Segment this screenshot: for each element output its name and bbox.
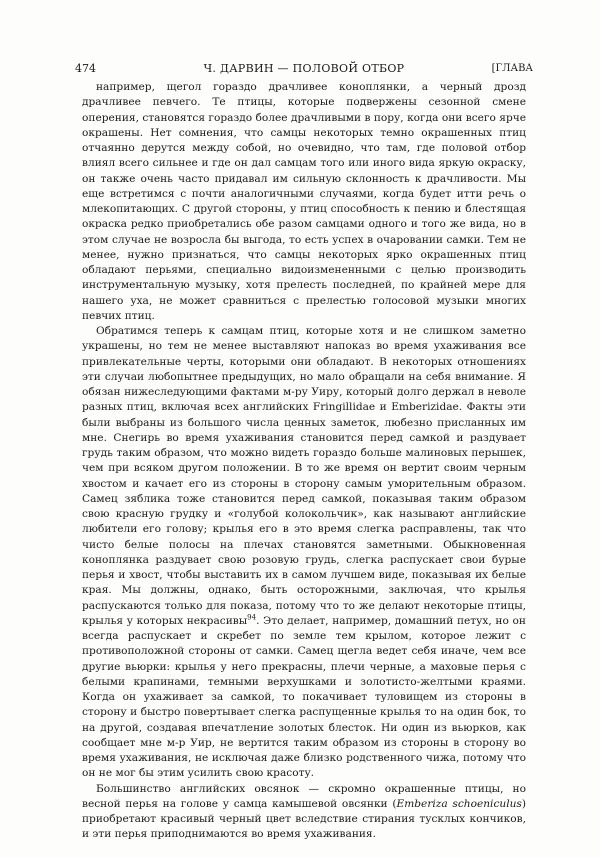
- text-run: . Это делает, например, домашний петух, но он всегда распускает и скребет по земле тем крылом, которое лежит с противоположной стороны от самки. Самец щегла ведет себя иначе, чем все другие вьюрки: крылья у него прекрасны, плечи черные, а маховые перья с белыми крапинами, темными верхушками и золотисто-желтыми краями. Когда он ухаживает за самкой, то покачивает туловищем из стороны в сторону и быстро повертывает слегка распущенные крылья то на один бок, то на другой, создавая впечатление золотых блесток. Ни один из вьюрков, как сообщает мне м-р Уир, не вертится таким образом из стороны в сторону во время ухаживания, не исключая даже близко родственного чижа, потому что он не мог бы этим усилить свою красоту.: [82, 614, 526, 780]
- paragraph: [82, 782, 526, 843]
- chapter-label: [ГЛАВА: [491, 63, 533, 74]
- running-title: Ч. ДАРВИН — ПОЛОВОЙ ОТБОР: [203, 62, 405, 75]
- text-run: Обратимся теперь к самцам птиц, которые хотя и не слишком заметно украшены, но тем не менее выставляют напоказ во время ухаживания все привлекательные черты, которыми они обладают. В некоторых отношениях эти случаи любопытнее предыдущих, но мало обращали на себя внимание. Я обязан нижеследующими фактами м-ру Уиру, который долго держал в неволе разных птиц, включая всех английских Fringillidae и Emberizidae. Факты эти были выбраны из большого числа ценных заметок, любезно присланных им мне. Снегирь во время ухаживания становится перед самкой и раздувает грудь таким образом, что можно видеть гораздо больше малиновых перышек, чем при всяком другом положении. В то же время он вертит своим черным хвостом и качает его из стороны в сторону самым уморительным образом. Самец зяблика тоже становится перед самкой, показывая таким образом свою красную грудку и «голубой колокольчик», как называют английские любители его голову; крылья его в это время слегка расправлены, так что чисто белые полосы на плечах становятся заметными. Обыкновенная коноплянка раздувает свою розовую грудь, слегка распускает свои бурые перья и хвост, чтобы выставить их в самом лучшем виде, показывая их белые края. Мы должны, однако, быть осторожными, заключая, что крылья распускаются только для показа, потому что то же делают некоторые птицы, крылья у которых некрасивы: [82, 325, 526, 627]
- text-run: ) приобретают красивый черный цвет вследствие стирания тусклых кончиков, и эти перья приподнимаются во время ухаживания.: [82, 797, 526, 841]
- paragraph: [82, 324, 526, 782]
- text-run: Большинство английских овсянок — скромно окрашенные птицы, но весной перья на голове у самца камышевой овсянки (: [82, 782, 526, 810]
- text-run: например, щегол гораздо драчливее коноплянки, а черный дрозд драчливее певчего. Те птицы, которые подвержены сезонной смене оперения, становятся гораздо более драчливыми в пору, когда они всего ярче окрашены. Нет сомнения, что самцы некоторых темно окрашенных птиц отчаянно дерутся между собой, но очевидно, что там, где половой отбор влиял всего сильнее и где он дал самцам того или иного вида яркую окраску, он также очень часто придавал им сильную склонность к драчливости. Мы еще встретимся с почти аналогичными случаями, когда будет итти речь о млекопитающих. С другой стороны, у птиц способность к пению и блестящая окраска редко приобретались обе разом самцами одного и того же вида, но в этом случае не возросла бы выгода, то есть успех в очаровании самки. Тем не менее, нужно признаться, что самцы некоторых ярко окрашенных птиц обладают перьями, специально видоизмененными с целью производить инструментальную музыку, хотя прелесть последней, по крайней мере для нашего уха, не может сравниться с прелестью голосовой музыки многих певчих птиц.: [82, 81, 526, 322]
- body-text: [82, 80, 526, 843]
- running-header: [75, 61, 533, 77]
- footnote-ref: 94: [247, 613, 257, 622]
- latin-name: Emberiza schoeniculus: [396, 797, 522, 810]
- paragraph: [82, 80, 526, 324]
- page-number: 474: [75, 62, 96, 75]
